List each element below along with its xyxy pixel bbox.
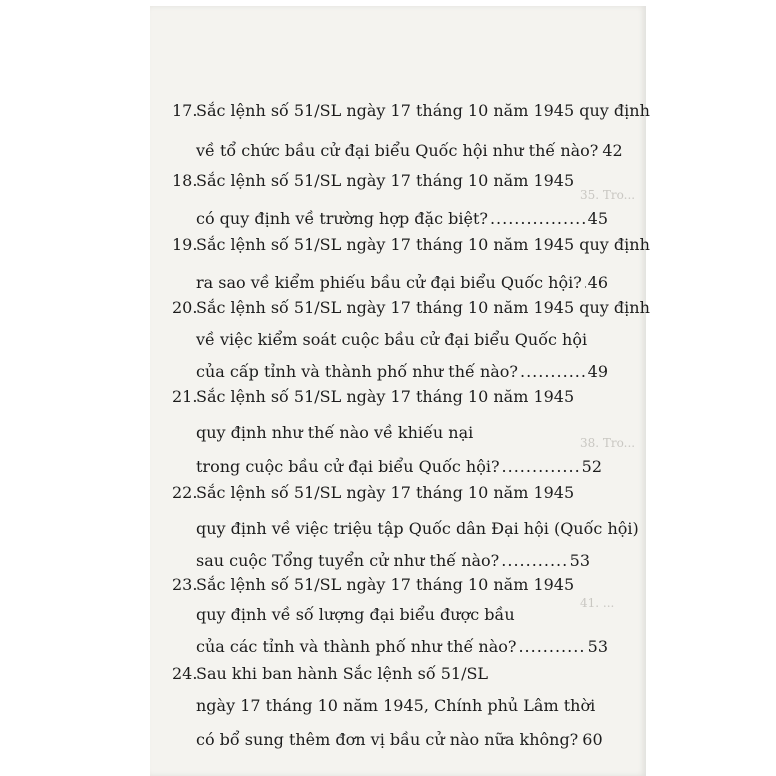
toc-line [196,422,473,444]
entry-number: 24. [172,664,198,683]
toc-line [172,234,650,256]
entry-title-line: ngày 17 tháng 10 năm 1945, Chính phủ Lâm thời [196,696,596,715]
toc-line [196,604,515,626]
entry-title-line: Sắc lệnh số 51/SL ngày 17 tháng 10 năm 1945 quy định [196,298,650,317]
page-number: 46 [587,273,608,292]
page-number: 53 [587,637,608,656]
entry-title-line: Sau khi ban hành Sắc lệnh số 51/SL [196,664,489,683]
entry-title-line: có quy định về trường hợp đặc biệt? [196,209,488,228]
entry-title-line: có bổ sung thêm đơn vị bầu cử nào nữa không? [196,730,579,749]
leader-dots [501,550,567,572]
toc-line [172,170,574,192]
page-number: 60 [582,730,603,749]
entry-title-line: của cấp tỉnh và thành phố như thế nào? [196,362,518,381]
bleed-through-text: 38. Tro... [580,436,636,450]
page-number: 42 [602,141,623,160]
page-number: 53 [569,551,590,570]
entry-number: 23. [172,575,198,594]
entry-title-line: quy định như thế nào về khiếu nại [196,423,474,442]
bleed-through-text: 41. ... [580,596,615,610]
leader-dots [518,636,585,658]
page-number: 52 [581,457,602,476]
toc-line [196,518,639,540]
toc-line [196,140,623,162]
bleed-through-text: 35. Tro... [580,188,636,202]
entry-number: 21. [172,387,198,406]
toc-line [172,482,574,504]
page-number: 49 [587,362,608,381]
entry-title-line: Sắc lệnh số 51/SL ngày 17 tháng 10 năm 1945 [196,483,575,502]
entry-number: 22. [172,483,198,502]
leader-dots [490,208,586,230]
entry-title-line: về việc kiểm soát cuộc bầu cử đại biểu Quốc hội [196,330,588,349]
toc-line [196,636,608,658]
entry-number: 19. [172,235,198,254]
entry-title-line: sau cuộc Tổng tuyển cử như thế nào? [196,551,500,570]
leader-dots [584,272,586,294]
entry-title-line: của các tỉnh và thành phố như thế nào? [196,637,517,656]
toc-line [196,729,602,751]
toc-line [196,695,595,717]
toc-line [196,272,608,294]
toc-line [196,456,602,478]
entry-title-line: Sắc lệnh số 51/SL ngày 17 tháng 10 năm 1945 quy định [196,101,650,120]
entry-title-line: Sắc lệnh số 51/SL ngày 17 tháng 10 năm 1945 [196,171,575,190]
entry-title-line: Sắc lệnh số 51/SL ngày 17 tháng 10 năm 1945 quy định [196,235,650,254]
entry-title-line: Sắc lệnh số 51/SL ngày 17 tháng 10 năm 1945 [196,575,575,594]
toc-line [172,574,574,596]
toc-line [196,208,608,230]
entry-title-line: Sắc lệnh số 51/SL ngày 17 tháng 10 năm 1945 [196,387,575,406]
toc-line [172,663,488,685]
page-number: 45 [587,209,608,228]
entry-title-line: ra sao về kiểm phiếu bầu cử đại biểu Quốc hội? [196,273,582,292]
entry-number: 20. [172,298,198,317]
toc-line [172,386,574,408]
toc-line [196,329,587,351]
entry-title-line: quy định về việc triệu tập Quốc dân Đại hội (Quốc hội) [196,519,639,538]
leader-dots [502,456,580,478]
leader-dots [520,361,586,383]
toc-line [196,550,590,572]
entry-title-line: trong cuộc bầu cử đại biểu Quốc hội? [196,457,500,476]
entry-number: 17. [172,101,198,120]
entry-title-line: về tổ chức bầu cử đại biểu Quốc hội như thế nào? [196,141,599,160]
toc-line [172,297,650,319]
entry-title-line: quy định về số lượng đại biểu được bầu [196,605,515,624]
toc-line [172,100,650,122]
entry-number: 18. [172,171,198,190]
toc-line [196,361,608,383]
